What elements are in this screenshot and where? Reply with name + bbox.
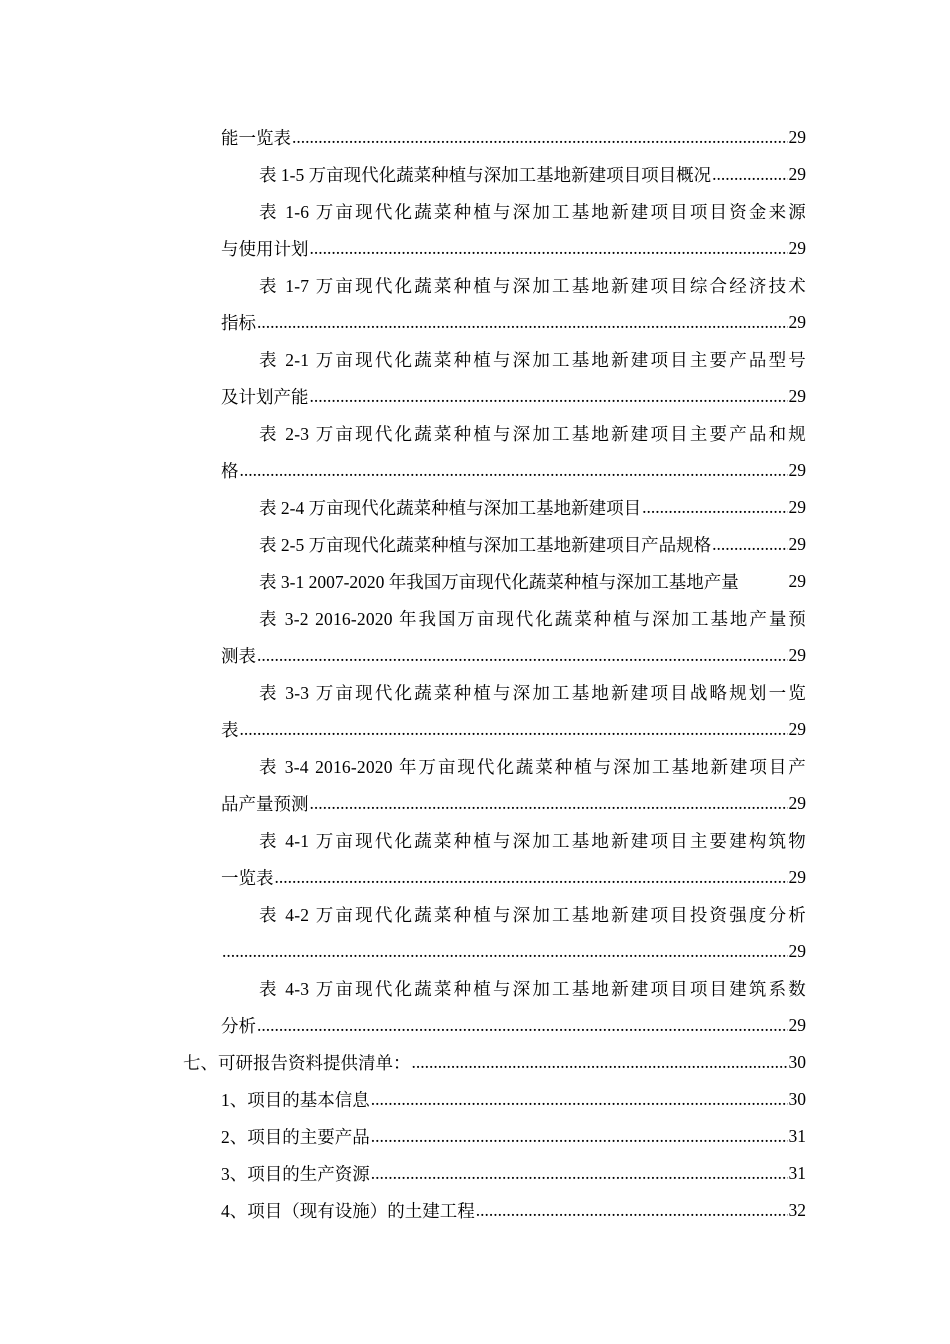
toc-entry-title: 表 3-4 2016-2020 年万亩现代化蔬菜种植与深加工基地新建项目产 [259,757,806,777]
toc-page-number: 29 [788,1015,806,1035]
toc-line[interactable] [0,711,950,748]
toc-page-number: 29 [788,534,806,554]
toc-entry-title: 3、项目的生产资源 [221,1164,370,1184]
toc-leader-dots [240,719,788,740]
toc-line[interactable] [0,489,950,526]
toc-line[interactable] [0,748,950,785]
toc-leader-dots [642,497,787,518]
toc-line[interactable] [0,193,950,230]
toc-entry-title: 品产量预测 [221,794,309,814]
toc-line[interactable] [0,896,950,933]
toc-page-number: 29 [788,127,806,147]
toc-entry-title: 能一览表 [221,128,291,148]
table-of-contents [0,119,950,1229]
toc-page-number: 29 [788,386,806,406]
toc-leader-dots [310,386,788,407]
toc-page-number: 31 [788,1163,806,1183]
toc-leader-dots [257,645,788,666]
toc-entry-title: 测表 [221,646,256,666]
toc-page-number: 29 [788,867,806,887]
toc-leader-dots [257,1015,788,1036]
toc-line[interactable] [0,1007,950,1044]
toc-page-number: 29 [788,238,806,258]
toc-line[interactable] [0,1044,950,1081]
toc-line[interactable] [0,1081,950,1118]
toc-entry-title: 表 2-5 万亩现代化蔬菜种植与深加工基地新建项目产品规格 [259,535,712,555]
toc-entry-title: 1、项目的基本信息 [221,1090,370,1110]
toc-entry-title: 与使用计划 [221,239,309,259]
toc-leader-dots [371,1163,788,1184]
toc-entry-title: 一览表 [221,868,274,888]
toc-page-number: 32 [788,1200,806,1220]
toc-leader-dots [476,1200,788,1221]
toc-line[interactable] [0,156,950,193]
toc-line[interactable] [0,1155,950,1192]
toc-entry-title: 格 [221,461,239,481]
toc-entry-title: 表 2-1 万亩现代化蔬菜种植与深加工基地新建项目主要产品型号 [259,350,806,370]
toc-page-number: 31 [788,1126,806,1146]
toc-entry-title: 表 1-6 万亩现代化蔬菜种植与深加工基地新建项目项目资金来源 [259,202,806,222]
toc-line[interactable] [0,637,950,674]
toc-line[interactable] [0,1118,950,1155]
toc-entry-title: 表 [221,720,239,740]
toc-line[interactable] [0,600,950,637]
toc-leader-dots [310,793,788,814]
toc-page-number: 29 [788,571,806,591]
toc-leader-dots [257,312,788,333]
toc-entry-title: 表 3-3 万亩现代化蔬菜种植与深加工基地新建项目战略规划一览 [259,683,806,703]
toc-page-number: 29 [788,164,806,184]
toc-line[interactable] [0,785,950,822]
toc-line[interactable] [0,822,950,859]
toc-page-number: 30 [788,1089,806,1109]
toc-page-number: 29 [788,719,806,739]
toc-line[interactable] [0,526,950,563]
toc-entry-title: 指标 [221,313,256,333]
toc-entry-title: 表 4-2 万亩现代化蔬菜种植与深加工基地新建项目投资强度分析 [259,905,806,925]
toc-line[interactable] [0,970,950,1007]
toc-line[interactable] [0,674,950,711]
toc-line[interactable] [0,1192,950,1229]
toc-line[interactable] [0,119,950,156]
toc-entry-title: 表 2-4 万亩现代化蔬菜种植与深加工基地新建项目 [259,498,642,518]
toc-leader-dots [240,460,788,481]
toc-entry-title: 七、可研报告资料提供清单： [183,1053,411,1073]
toc-page-number: 29 [788,497,806,517]
toc-leader-dots [371,1126,788,1147]
toc-entry-title: 4、项目（现有设施）的土建工程 [221,1201,475,1221]
toc-page-number: 29 [788,460,806,480]
toc-line[interactable] [0,563,950,600]
toc-entry-title: 表 3-1 2007-2020 年我国万亩现代化蔬菜种植与深加工基地产量 [259,572,739,592]
toc-leader-dots [371,1089,788,1110]
toc-page-number: 29 [788,941,806,961]
toc-leader-dots [292,127,788,148]
toc-entry-title: 2、项目的主要产品 [221,1127,370,1147]
toc-leader-dots [275,867,788,888]
toc-page-number: 30 [788,1052,806,1072]
toc-leader-dots [310,238,788,259]
toc-leader-dots [712,164,787,185]
toc-entry-title: 表 1-5 万亩现代化蔬菜种植与深加工基地新建项目项目概况 [259,165,712,185]
toc-line[interactable] [0,452,950,489]
toc-line[interactable] [0,415,950,452]
toc-line[interactable] [0,933,950,970]
toc-page-number: 29 [788,793,806,813]
toc-page-number: 29 [788,645,806,665]
toc-leader-dots [222,941,788,962]
toc-line[interactable] [0,304,950,341]
toc-entry-title: 表 3-2 2016-2020 年我国万亩现代化蔬菜种植与深加工基地产量预 [259,609,806,629]
toc-leader-dots [712,534,787,555]
toc-page-number: 29 [788,312,806,332]
toc-entry-title: 表 1-7 万亩现代化蔬菜种植与深加工基地新建项目综合经济技术 [259,276,806,296]
toc-line[interactable] [0,859,950,896]
toc-line[interactable] [0,378,950,415]
toc-entry-title: 分析 [221,1016,256,1036]
toc-line[interactable] [0,341,950,378]
toc-entry-title: 表 4-3 万亩现代化蔬菜种植与深加工基地新建项目项目建筑系数 [259,979,806,999]
toc-leader-dots [412,1052,788,1073]
toc-line[interactable] [0,230,950,267]
toc-line[interactable] [0,267,950,304]
toc-entry-title: 表 4-1 万亩现代化蔬菜种植与深加工基地新建项目主要建构筑物 [259,831,806,851]
toc-entry-title: 及计划产能 [221,387,309,407]
toc-entry-title: 表 2-3 万亩现代化蔬菜种植与深加工基地新建项目主要产品和规 [259,424,806,444]
